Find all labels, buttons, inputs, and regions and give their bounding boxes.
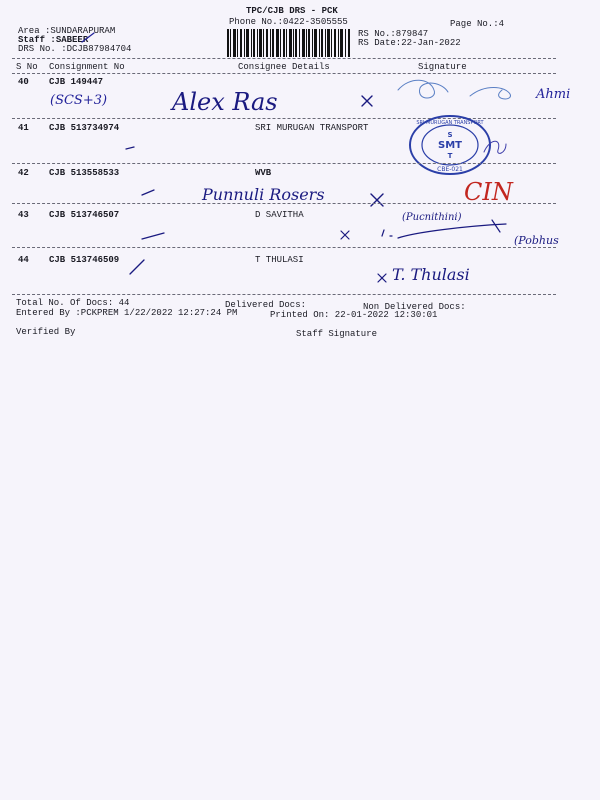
- row-sno: 44: [18, 255, 29, 265]
- pen-mark: [140, 186, 160, 198]
- staff-name: SABEER: [55, 35, 89, 45]
- rs-date: RS Date:22-Jan-2022: [358, 38, 461, 48]
- report-title: TPC/CJB DRS - PCK: [246, 6, 338, 16]
- row-consignment: CJB 513746509: [49, 255, 120, 265]
- divider: [12, 163, 556, 164]
- verified-by: Verified By: [16, 327, 76, 337]
- divider: [12, 294, 556, 295]
- svg-text:(Pobhus: (Pobhus: [514, 234, 559, 247]
- divider: [12, 203, 556, 204]
- scribble-mark: [480, 132, 510, 162]
- divider: [12, 247, 556, 248]
- row-sno: 40: [18, 77, 29, 87]
- col-consignee: Consignee Details: [238, 62, 330, 72]
- svg-text:CIN: CIN: [464, 178, 513, 206]
- non-delivered-docs: Non Delivered Docs:: [363, 302, 466, 312]
- row-consignee: WVB: [255, 168, 272, 178]
- row-consignee: D SAVITHA: [255, 210, 304, 220]
- cross-mark: [338, 228, 352, 242]
- phone-number: Phone No.:0422-3505555: [229, 17, 348, 27]
- row-consignment: CJB 513734974: [49, 123, 120, 133]
- cross-mark: [358, 92, 376, 110]
- svg-text:S: S: [447, 131, 453, 139]
- divider: [12, 58, 556, 59]
- svg-text:Punnuli Rosers: Punnuli Rosers: [202, 185, 325, 204]
- staff-signature-label: Staff Signature: [296, 329, 378, 339]
- svg-text:T. Thulasi: T. Thulasi: [392, 265, 470, 284]
- pen-mark: [124, 143, 140, 153]
- row-sno: 43: [18, 210, 29, 220]
- staff-label: Staff :SABEER: [18, 35, 89, 45]
- printed-on: Printed On: 22-01-2022 12:30:01: [270, 310, 438, 320]
- barcode: [227, 29, 351, 57]
- total-docs: Total No. Of Docs: 44: [16, 298, 130, 308]
- pen-mark: [140, 230, 170, 242]
- row-consignee: T THULASI: [255, 255, 304, 265]
- col-signature: Signature: [418, 62, 467, 72]
- pen-mark: [126, 256, 150, 278]
- row-sno: 41: [18, 123, 29, 133]
- handwritten-note: [48, 84, 118, 112]
- row-consignment: CJB 149447: [49, 77, 104, 87]
- delivered-docs: Delivered Docs:: [225, 300, 307, 310]
- page-number: Page No.:4: [450, 19, 505, 29]
- svg-text:Ahmi: Ahmi: [536, 87, 570, 102]
- col-sno: S No: [16, 62, 38, 72]
- svg-text:Alex Ras: Alex Ras: [172, 88, 278, 116]
- svg-text:(Pucnithini): (Pucnithini): [402, 212, 462, 223]
- row-sno: 42: [18, 168, 29, 178]
- svg-text:(SCS+3): (SCS+3): [50, 93, 108, 108]
- handwritten-signature: [170, 80, 300, 120]
- staff-check-mark: [80, 30, 100, 46]
- entered-by: Entered By :PCKPREM 1/22/2022 12:27:24 PM: [16, 308, 238, 318]
- col-consignment: Consignment No: [49, 62, 125, 72]
- svg-text:T: T: [447, 152, 453, 160]
- row-consignment: CJB 513558533: [49, 168, 120, 178]
- area-label: Area :SUNDARAPURAM: [18, 26, 116, 36]
- rs-number: RS No.:879847: [358, 29, 429, 39]
- handwritten-signature: [374, 258, 494, 286]
- svg-text:SRI MURUGAN TRANSPORT: SRI MURUGAN TRANSPORT: [416, 120, 484, 126]
- svg-text:SMT: SMT: [438, 140, 462, 151]
- row-consignment: CJB 513746507: [49, 210, 120, 220]
- row-consignee: SRI MURUGAN TRANSPORT: [255, 123, 369, 133]
- scribble-signature: [390, 72, 570, 112]
- handwritten-signature: [376, 206, 520, 248]
- drs-number: DRS No. :DCJB87984704: [18, 44, 132, 54]
- svg-text:CBE-021: CBE-021: [437, 166, 463, 173]
